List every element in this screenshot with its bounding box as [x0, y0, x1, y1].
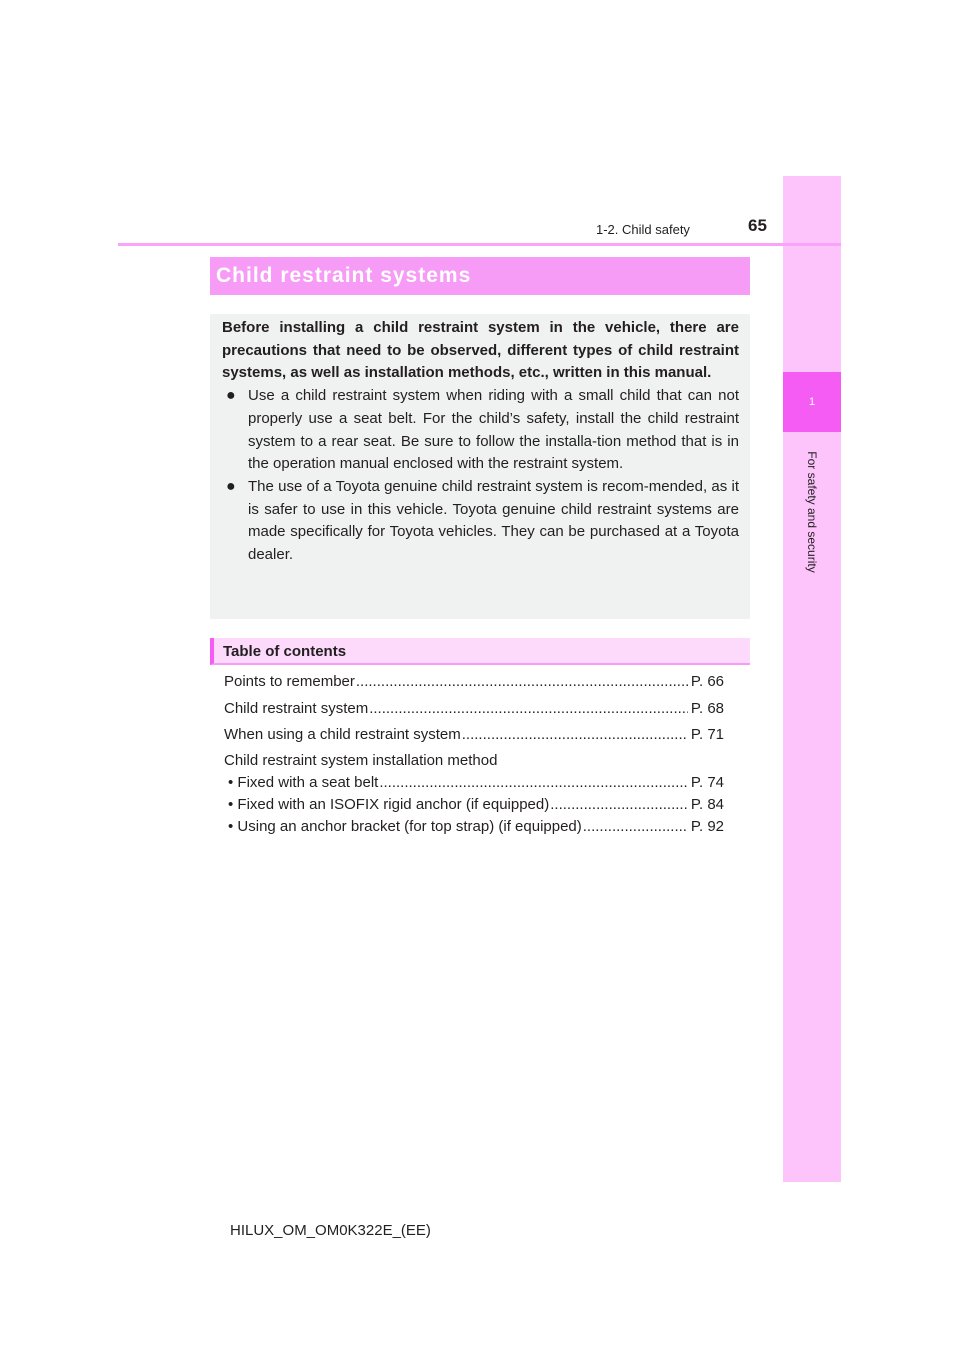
toc-entry-page: P. 84	[690, 796, 724, 813]
chapter-label: For safety and security	[805, 451, 819, 573]
document-code: HILUX_OM_OM0K322E_(EE)	[230, 1222, 431, 1239]
toc-entry-label: Child restraint system	[224, 699, 369, 717]
table-of-contents	[224, 671, 724, 838]
toc-entry-child-restraint-system[interactable]	[224, 698, 724, 720]
toc-entry-points-to-remember[interactable]	[224, 671, 724, 693]
page-number: 65	[748, 216, 767, 235]
chapter-number: 1	[808, 396, 816, 408]
toc-entry-when-using[interactable]	[224, 724, 724, 746]
intro-box	[210, 314, 750, 619]
bullet-dot-icon: ●	[226, 477, 236, 495]
toc-entry-page: P. 74	[690, 774, 724, 791]
toc-leader-dots	[379, 772, 688, 794]
page-title: Child restraint systems	[210, 257, 750, 295]
toc-header: Table of contents	[210, 638, 750, 665]
toc-entry-isofix[interactable]	[224, 794, 724, 816]
bullet-dot-icon: ●	[226, 387, 236, 405]
section-label: 1-2. Child safety	[596, 222, 690, 237]
toc-entry-page: P. 71	[690, 726, 724, 743]
toc-leader-dots	[583, 816, 688, 838]
toc-entry-page: P. 66	[690, 673, 724, 690]
toc-leader-dots	[462, 724, 688, 746]
toc-entry-seat-belt[interactable]	[224, 772, 724, 794]
toc-entry-page: P. 92	[690, 818, 724, 835]
intro-lead: Before installing a child restraint system in the vehicle, there are precautions that need to be observed, different types of child restraint systems, as well as installation methods, etc., written in this manual.	[222, 319, 739, 382]
toc-entry-label: • Fixed with an ISOFIX rigid anchor (if equipped)	[228, 796, 550, 813]
intro-bullet	[222, 476, 739, 567]
side-tab	[783, 176, 841, 1182]
toc-entry-anchor-bracket[interactable]	[224, 816, 724, 838]
toc-entry-label: • Using an anchor bracket (for top strap) (if equipped)	[228, 818, 582, 835]
chapter-number-tab[interactable]	[783, 372, 841, 432]
toc-leader-dots	[369, 698, 688, 720]
toc-entry-label: • Fixed with a seat belt	[228, 774, 379, 791]
toc-leader-dots	[356, 671, 688, 693]
intro-bullet	[222, 385, 739, 476]
toc-group-title: Child restraint system installation method	[224, 752, 498, 769]
toc-entry-label: Points to remember	[224, 673, 355, 690]
header-rule	[118, 243, 841, 246]
bullet-text: Use a child restraint system when riding with a small child that can not properly use a seat belt. For the child’s safety, install the child restraint system to a rear seat. Be sure to follow the installa-tion method that is in the operation manual enclosed with the restraint system.	[248, 387, 739, 473]
bullet-text: The use of a Toyota genuine child restraint system is recom-mended, as it is safer to use in this vehicle. Toyota genuine child restraint systems are made specifically for Toyota vehicles. They can be purchased at a Toyota dealer.	[248, 477, 739, 564]
toc-entry-page: P. 68	[690, 699, 724, 717]
toc-leader-dots	[550, 794, 688, 816]
toc-entry-label: When using a child restraint system	[224, 726, 461, 743]
